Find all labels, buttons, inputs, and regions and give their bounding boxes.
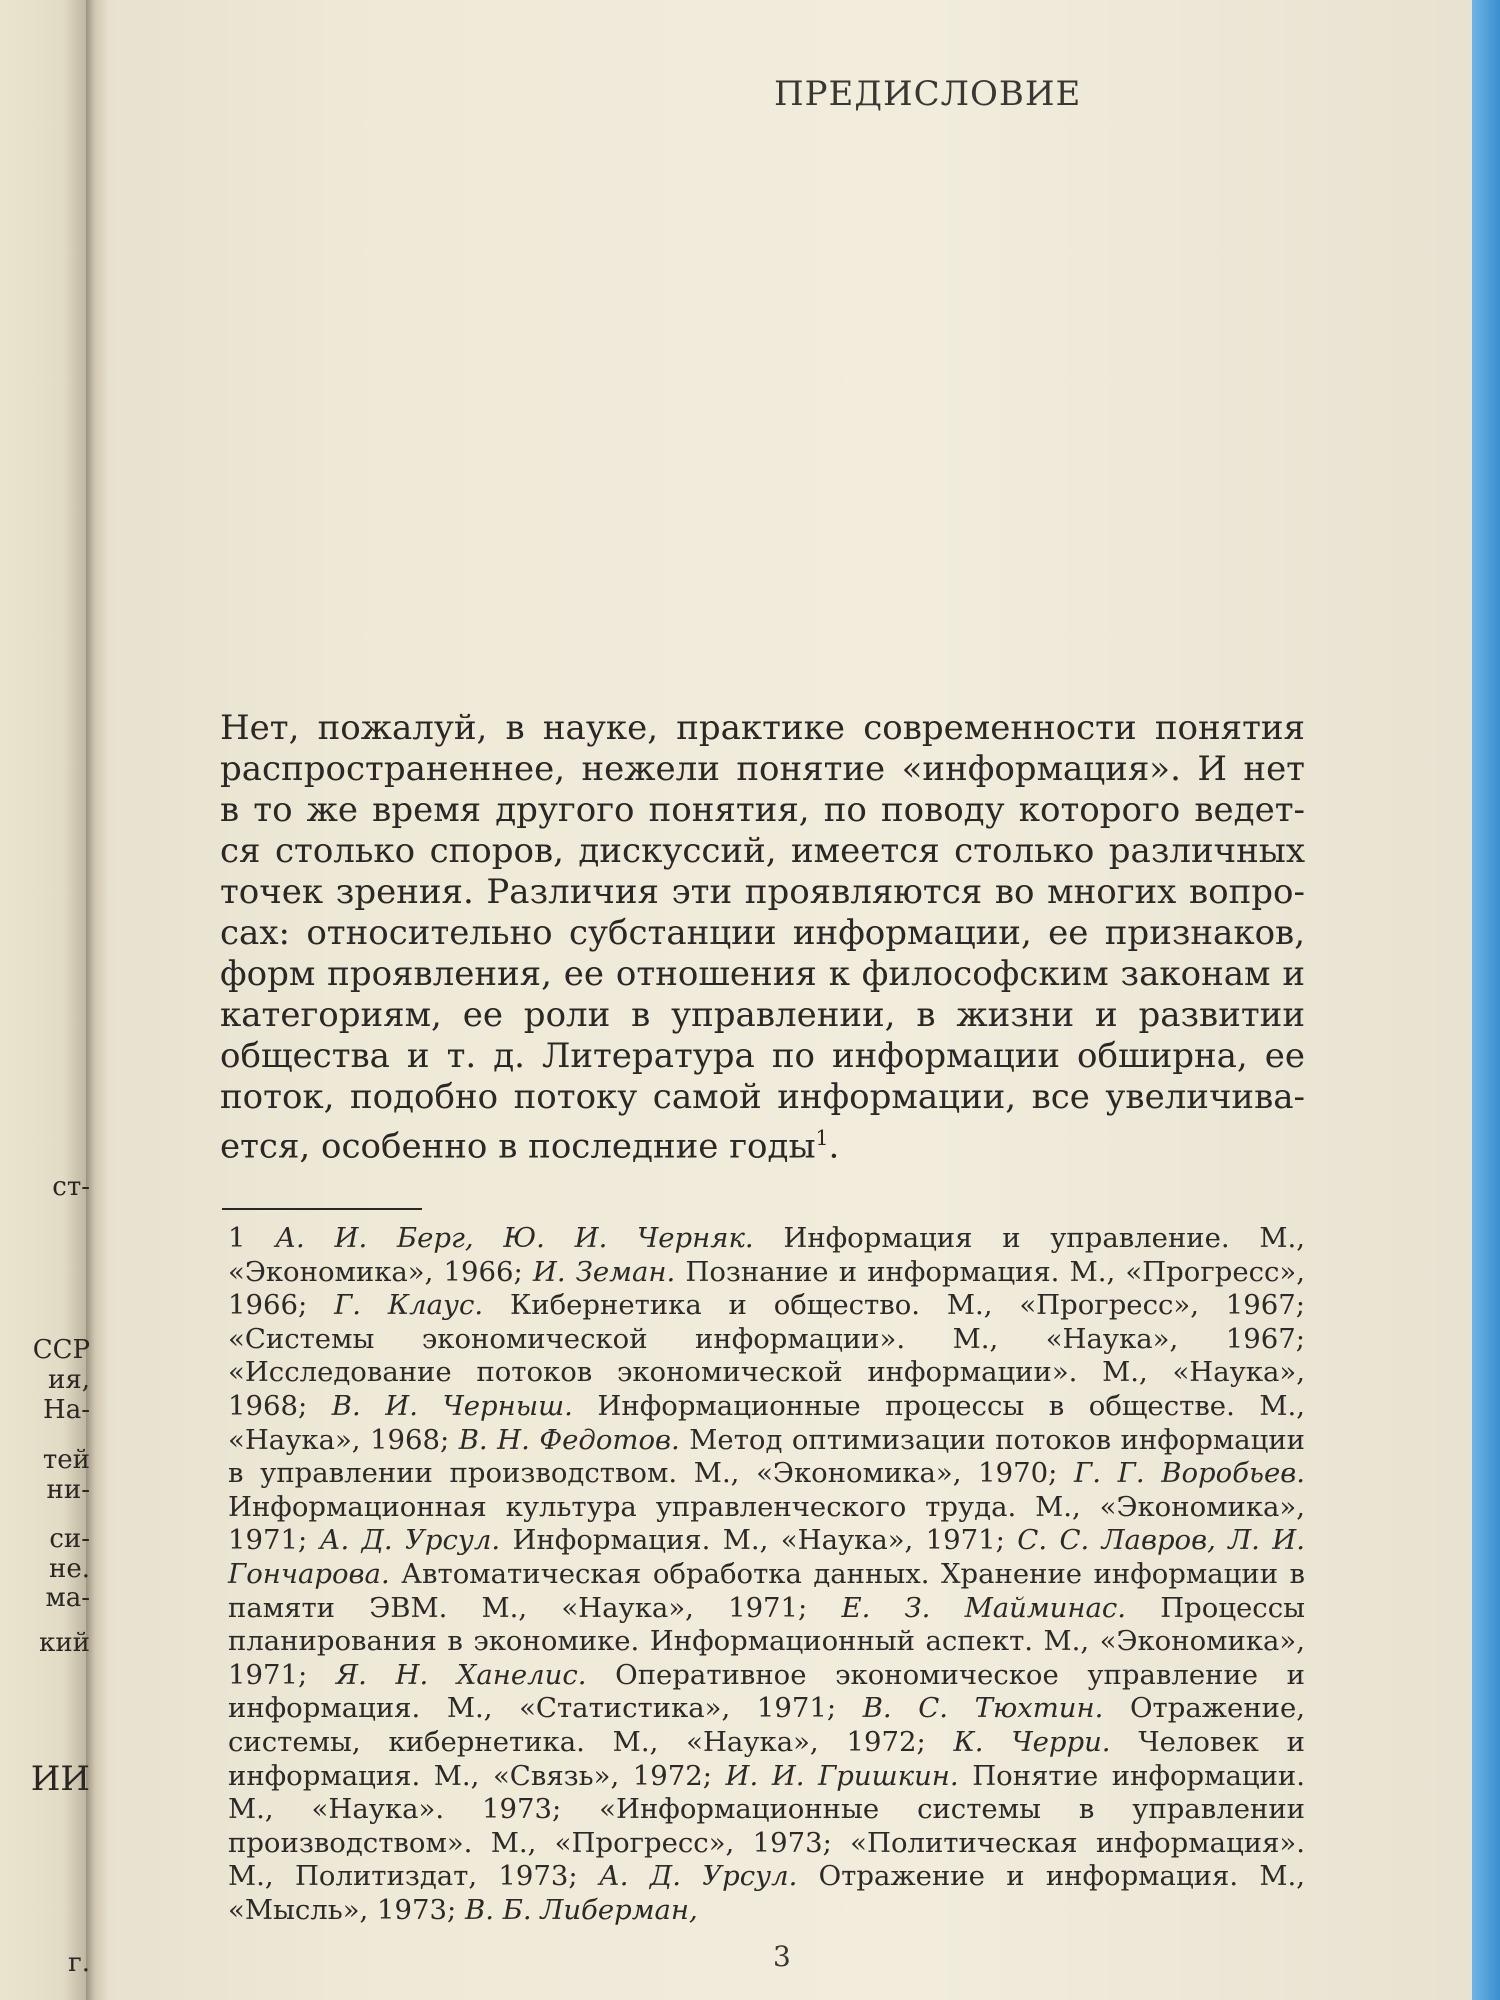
left-page-edge xyxy=(0,0,90,2000)
footnote-text: Информация и управление. М., «Экономика», 1966; xyxy=(228,1222,1305,1288)
footnote-text: Человек и информация. М., «Связь», 1972; xyxy=(228,1725,1305,1792)
body-line: поток, подобно потоку самой информации, все увеличива- xyxy=(220,1077,1305,1117)
left-fragment: кий xyxy=(39,1628,90,1658)
left-fragment: ст- xyxy=(52,1172,90,1202)
footnote-text: Информация. М., «Наука», 1971; xyxy=(500,1524,1018,1557)
left-fragment: ия, xyxy=(48,1365,90,1395)
body-line: сах: относительно субстанции информации, ее признаков, xyxy=(220,913,1305,953)
footnote-text: Оперативное экономическое управление и информация. М., «Статистика», 1971; xyxy=(228,1658,1306,1725)
body-line: точек зрения. Различия эти проявляются во многих вопро- xyxy=(220,872,1305,912)
footnote-text: Процессы планирования в экономике. Информационный аспект. М., «Экономика», 1971; xyxy=(228,1591,1305,1691)
book-gutter xyxy=(86,0,108,2000)
body-line: ся столько споров, дискуссий, имеется столько различных xyxy=(220,831,1305,871)
body-paragraph: Нет, пожалуй, в науке, практике современности понятия распространеннее, нежели понятие «информация». И нет в то же время другого понятия, по поводу которого ведет- ся столько споров, дискуссий, имеется столько различных точек зрения. Различия эти проявляются во многих вопро- сах: относительно субстанции информации, ее признаков, форм проявления, ее отношения к философским законам и категориям, ее роли в управлении, в жизни и развитии общества и т. д. Литература по информации обширна, ее поток, подобно потоку самой информации, все увеличива- ется, особенно в последние годы$^1$. xyxy=(220,708,1306,1167)
footnote-text: Отражение и информация. М., «Мысль», 1973; xyxy=(228,1860,1306,1926)
footnote-text: Информационные процессы в обществе. М., «Наука», 1968; xyxy=(228,1389,1305,1456)
footnote-text: Понятие информации. М., «Наука». 1973; «Информационные системы в управлении производством». М., «Прогресс», 1973; «Политическая информация». М., Политиздат, 1973; xyxy=(228,1759,1305,1893)
footnote-text: Метод оптимизации потоков информации в управлении производством. М., «Экономика», 1970; xyxy=(228,1423,1306,1490)
background-blue-surface xyxy=(1472,0,1500,2000)
footnote-author: А. Д. Урсул. xyxy=(319,1524,501,1557)
body-line: в то же время другого понятия, по поводу которого ведет- xyxy=(220,790,1305,830)
footnote-author: А. Д. Урсул. xyxy=(598,1860,798,1893)
body-line: Нет, пожалуй, в науке, практике современности понятия xyxy=(220,708,1305,748)
footnote-text: Автоматическая обработка данных. Хранение информации в памяти ЭВМ. М., «Наука», 1971; xyxy=(228,1557,1305,1624)
body-line: общества и т. д. Литература по информации обширна, ее xyxy=(220,1036,1305,1076)
body-line: и категориям, ее роли в управлении, в жизни и развитии xyxy=(220,954,1306,1035)
page-number: 3 xyxy=(773,1940,791,1973)
footnote-author: И. Земан. xyxy=(532,1255,676,1288)
left-fragment: г. xyxy=(68,1948,90,1978)
footnote-author: И. И. Гришкин. xyxy=(725,1759,959,1792)
footnote-author: В. И. Черныш. xyxy=(331,1389,573,1422)
body-line: распространеннее, нежели понятие «информация». И нет xyxy=(220,749,1305,789)
footnote-text: Отражение, системы, кибернетика. М., «Наука», 1972; xyxy=(228,1692,1305,1758)
left-fragment: ни- xyxy=(46,1475,90,1505)
body-line: форм проявления, ее отношения к философским законам xyxy=(220,954,1271,994)
footnote-author: В. С. Тюхтин. xyxy=(862,1692,1104,1725)
footnote-text: Информационная культура управленческого труда. М., «Экономика», 1971; xyxy=(228,1490,1305,1557)
left-fragment: не. xyxy=(49,1554,90,1584)
footnote xyxy=(228,1222,1305,1927)
footnote-author: В. Б. Либерман, xyxy=(465,1893,698,1926)
footnote-text: Познание и информация. М., «Прогресс», 1966; xyxy=(228,1255,1305,1322)
footnote-author: Г. Клаус. xyxy=(334,1289,484,1322)
footnote-author: В. Н. Федотов. xyxy=(458,1423,680,1456)
page-title: ПРЕДИСЛОВИЕ xyxy=(774,74,1082,114)
footnote-author: К. Черри. xyxy=(953,1725,1111,1758)
left-fragment: ССР xyxy=(32,1335,90,1365)
footnote-text: Кибернетика и общество. М., «Прогресс», 1967; «Системы экономической информации». М., «Наука», 1967; «Исследование потоков экономической информации». М., «Наука», 1968; xyxy=(228,1289,1306,1422)
left-fragment: си- xyxy=(49,1524,90,1554)
left-fragment: ма- xyxy=(45,1583,90,1613)
left-fragment: ИИ xyxy=(30,1759,90,1799)
left-fragment: тей xyxy=(42,1445,90,1475)
footnote-author: Я. Н. Ханелис. xyxy=(335,1658,587,1691)
footnote-separator xyxy=(222,1208,422,1210)
left-fragment: На- xyxy=(43,1395,90,1425)
footnote-author: С. С. Лавров, Л. И. Гончарова. xyxy=(228,1524,1306,1590)
footnote-reference: 1 xyxy=(815,1126,829,1150)
footnote-author: Е. З. Майминас. xyxy=(841,1591,1127,1624)
footnote-author: Г. Г. Воробьев. xyxy=(1074,1457,1305,1490)
footnote-text: 1 xyxy=(228,1222,276,1254)
footnote-author: А. И. Берг, Ю. И. Черняк. xyxy=(275,1222,754,1254)
body-line: ется, особенно в последние годы xyxy=(220,1126,816,1167)
